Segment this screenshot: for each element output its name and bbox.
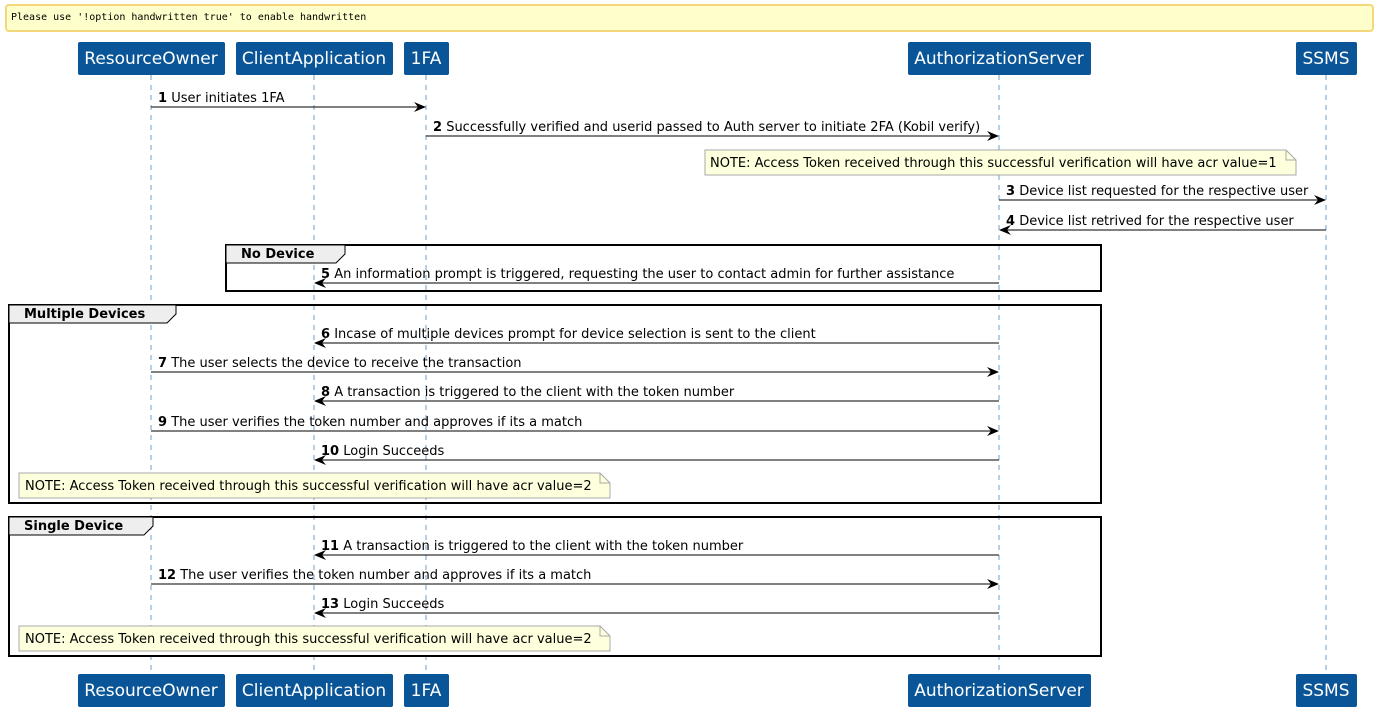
message-text: A transaction is triggered to the client with the token number: [343, 539, 744, 554]
participant-resource-owner-bottom: [78, 674, 225, 707]
message-text: Device list requested for the respective user: [1019, 184, 1309, 199]
message-number: 11: [321, 539, 340, 554]
participant-authorization-server-top: [908, 42, 1091, 75]
participant-ssms-bottom: [1296, 674, 1357, 707]
participant-label: 1FA: [410, 49, 442, 69]
participants: [78, 42, 1357, 707]
note-text: NOTE: Access Token received through this successful verification will have acr value=2: [25, 479, 592, 494]
message-label: [321, 597, 444, 612]
message-number: 4: [1006, 214, 1016, 229]
message-2: [426, 120, 998, 136]
message-number: 7: [158, 356, 168, 371]
message-1: [151, 91, 425, 107]
message-11: [315, 539, 999, 555]
message-text: Login Succeeds: [343, 444, 445, 459]
message-4: [1000, 214, 1326, 230]
participant-label: SSMS: [1302, 49, 1350, 69]
message-text: A transaction is triggered to the client with the token number: [334, 385, 735, 400]
message-label: [158, 356, 522, 371]
message-label: [158, 415, 582, 430]
message-text: Login Succeeds: [343, 597, 445, 612]
group-label: No Device: [241, 247, 315, 262]
note-text: NOTE: Access Token received through this successful verification will have acr value=2: [25, 632, 592, 647]
message-7: [151, 356, 998, 372]
message-10: [315, 444, 999, 460]
message-13: [315, 597, 999, 613]
note-text: NOTE: Access Token received through this successful verification will have acr value=1: [710, 156, 1277, 171]
message-number: 9: [158, 415, 168, 430]
participant-ssms-top: [1296, 42, 1357, 75]
note-acr-1: [705, 150, 1296, 175]
message-number: 8: [321, 385, 331, 400]
message-number: 6: [321, 327, 331, 342]
message-6: [315, 327, 999, 343]
note-acr-2-single: [19, 626, 610, 651]
message-label: [321, 444, 444, 459]
message-12: [151, 568, 998, 584]
message-label: [158, 91, 285, 106]
message-label: [321, 539, 744, 554]
message-label: [321, 385, 735, 400]
message-text: The user verifies the token number and approves if its a match: [180, 568, 592, 583]
participant-client-application-bottom: [236, 674, 393, 707]
participant-label: AuthorizationServer: [914, 681, 1084, 701]
message-number: 1: [158, 91, 168, 106]
participant-label: AuthorizationServer: [914, 49, 1084, 69]
participant-label: ResourceOwner: [84, 681, 218, 701]
message-label: [158, 568, 591, 583]
message-text: Incase of multiple devices prompt for device selection is sent to the client: [334, 327, 816, 342]
message-label: [1006, 214, 1294, 229]
warning-text: Please use '!option handwritten true' to enable handwritten: [11, 12, 367, 23]
message-label: [1006, 184, 1309, 199]
message-3: [999, 184, 1325, 200]
participant-label: ClientApplication: [241, 49, 387, 69]
participant-label: ClientApplication: [241, 681, 387, 701]
participant-one-fa-bottom: [404, 674, 449, 707]
message-number: 13: [321, 597, 340, 612]
note-acr-2-multiple: [19, 473, 610, 498]
message-8: [315, 385, 999, 401]
message-text: The user verifies the token number and approves if its a match: [171, 415, 583, 430]
participant-resource-owner-top: [78, 42, 225, 75]
message-text: User initiates 1FA: [171, 91, 285, 106]
participant-label: 1FA: [410, 681, 442, 701]
message-text: The user selects the device to receive the transaction: [171, 356, 522, 371]
message-text: Device list retrived for the respective user: [1019, 214, 1294, 229]
participant-authorization-server-bottom: [908, 674, 1091, 707]
participant-client-application-top: [236, 42, 393, 75]
message-number: 12: [158, 568, 177, 583]
message-label: [321, 327, 816, 342]
message-number: 3: [1006, 184, 1016, 199]
participant-label: SSMS: [1302, 681, 1350, 701]
message-number: 5: [321, 267, 331, 282]
message-text: Successfully verified and userid passed to Auth server to initiate 2FA (Kobil verify): [446, 120, 981, 135]
participant-one-fa-top: [404, 42, 449, 75]
message-5: [315, 267, 999, 283]
message-number: 2: [433, 120, 443, 135]
message-number: 10: [321, 444, 340, 459]
message-text: An information prompt is triggered, requesting the user to contact admin for further assistance: [334, 267, 955, 282]
group-frames: [9, 245, 1101, 656]
group-label: Single Device: [24, 519, 124, 534]
participant-label: ResourceOwner: [84, 49, 218, 69]
message-9: [151, 415, 998, 431]
group-label: Multiple Devices: [24, 307, 146, 322]
message-label: [321, 267, 954, 282]
message-label: [433, 120, 980, 135]
